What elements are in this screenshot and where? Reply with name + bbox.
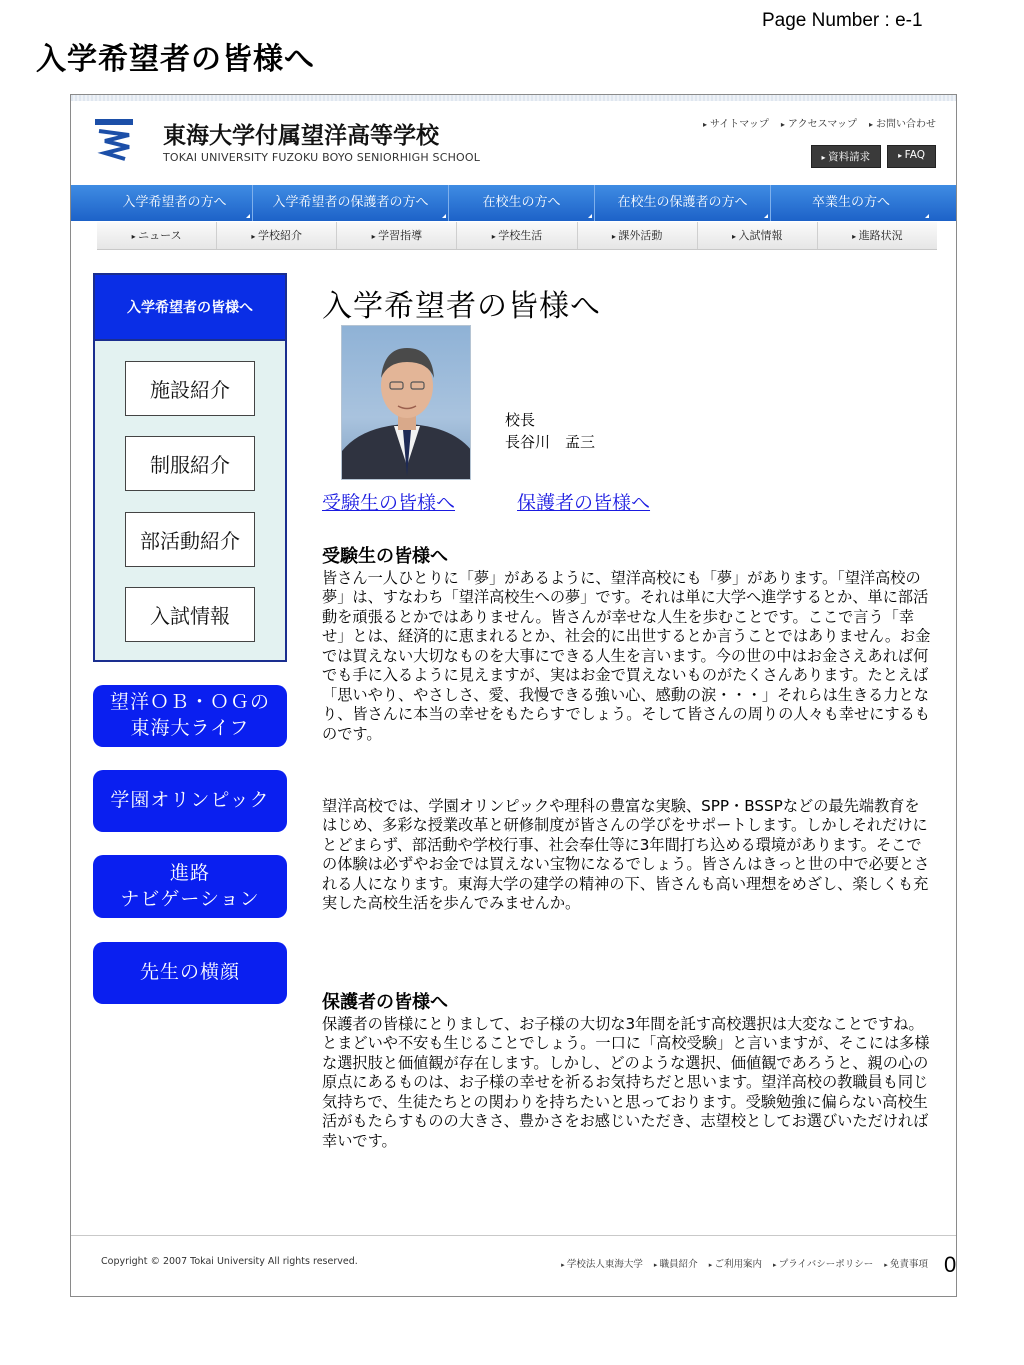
nav-current-students[interactable]: 在校生の方へ xyxy=(449,185,595,221)
contact-link[interactable]: ▸ お問い合わせ xyxy=(869,115,936,130)
nav-graduates[interactable]: 卒業生の方へ xyxy=(771,185,931,221)
principal-role: 校長 xyxy=(505,411,536,429)
parents-section-link[interactable]: 保護者の皆様へ xyxy=(517,492,651,514)
nav-prospective-parents[interactable]: 入学希望者の保護者の方へ xyxy=(253,185,449,221)
subnav-extracurricular[interactable]: ▸ 課外活動 xyxy=(578,222,698,249)
parents-body-paragraph: 保護者の皆様にとりまして、お子様の大切な3年間を託す高校選択は大変なことですね。とまどいや不安も生じることでしょう。一口に「高校受験」と言いますが、そこには多様な選択肢と価値観が存在します。しかし、どのような選択、価値観であろうと、親の心の原点にあるものは、お子様の幸せを祈るお気持ちだと思います。望洋高校の教職員も同じ気持ちで、生徒たちとの関わりを持ちたいと思っております。受験勉強に偏らない高校生活がもたらすものの大きさ、豊かさをお感じいただき、志望校としてお選びいただければ幸いです。 xyxy=(322,1015,930,1150)
career-nav-line1: 進路 xyxy=(169,861,210,884)
school-logo-icon xyxy=(95,119,133,163)
school-name[interactable]: 東海大学付属望洋高等学校 xyxy=(163,123,439,149)
subnav-school-intro[interactable]: ▸ 学校紹介 xyxy=(217,222,337,249)
footer-link-staff[interactable]: ▸ 職員紹介 xyxy=(654,1256,698,1270)
copyright-text: Copyright © 2007 Tokai University All rights reserved. xyxy=(101,1256,358,1267)
school-name-english: TOKAI UNIVERSITY FUZOKU BOYO SENIORHIGH SCHOOL xyxy=(163,151,481,164)
parents-heading: 保護者の皆様へ xyxy=(322,992,448,1013)
access-map-link[interactable]: ▸ アクセスマップ xyxy=(781,115,857,130)
section-links xyxy=(322,488,650,515)
header-buttons xyxy=(811,145,936,168)
subnav-career[interactable]: ▸ 進路状況 xyxy=(818,222,937,249)
school-olympics-button[interactable] xyxy=(93,770,287,832)
alumni-life-button[interactable] xyxy=(93,685,287,747)
teacher-profiles-label: 先生の横顔 xyxy=(139,961,240,984)
page-title: 入学希望者の皆様へ xyxy=(322,289,601,324)
principal-caption xyxy=(505,410,595,454)
career-nav-line2: ナビゲーション xyxy=(120,887,260,910)
sidebar-item-facilities[interactable]: 施設紹介 xyxy=(125,361,255,416)
slide-title: 入学希望者の皆様へ xyxy=(36,42,315,77)
alumni-life-line2: 東海大ライフ xyxy=(130,717,250,739)
subnav-news[interactable]: ▸ ニュース xyxy=(97,222,217,249)
page-number: Page Number : e-1 xyxy=(762,10,923,31)
sidebar-heading[interactable]: 入学希望者の皆様へ xyxy=(95,275,285,341)
utility-links xyxy=(703,115,936,130)
request-materials-button[interactable]: ▸ 資料請求 xyxy=(811,145,882,168)
sub-navigation xyxy=(97,222,937,250)
nav-prospective-students[interactable]: 入学希望者の方へ xyxy=(97,185,253,221)
sidebar-menu xyxy=(93,273,287,662)
school-olympics-label: 学園オリンピック xyxy=(110,789,270,812)
footer-link-tokai[interactable]: ▸ 学校法人東海大学 xyxy=(561,1256,643,1270)
principal-name: 長谷川 孟三 xyxy=(505,432,596,451)
footer-links xyxy=(561,1256,928,1270)
nav-current-parents[interactable]: 在校生の保護者の方へ xyxy=(595,185,771,221)
faq-button[interactable]: ▸ FAQ xyxy=(887,145,936,168)
footer-link-usage[interactable]: ▸ ご利用案内 xyxy=(709,1256,762,1270)
sitemap-link[interactable]: ▸ サイトマップ xyxy=(703,115,769,130)
footer-link-disclaimer[interactable]: ▸ 免責事項 xyxy=(884,1256,928,1270)
main-navigation xyxy=(71,185,956,221)
sidebar-item-clubs[interactable]: 部活動紹介 xyxy=(125,512,255,567)
website-screenshot-frame xyxy=(70,94,957,1297)
sidebar-item-uniforms[interactable]: 制服紹介 xyxy=(125,436,255,491)
subnav-study-guidance[interactable]: ▸ 学習指導 xyxy=(337,222,457,249)
students-body-paragraph-1: 皆さん一人ひとりに「夢」があるように、望洋高校にも「夢」があります。「望洋高校の夢」は、すなわち「望洋高校生への夢」です。それは単に大学へ進学するとか、単に部活動を頑張るとかではありません。皆さんが幸せな人生を歩むことです。ここで言う「幸せ」とは、経済的に恵まれるとか、社会的に出世するとか言うことではありません。お金では買えない大切なものを大事にできる人生を言います。今の世の中はお金さえあれば何でも手に入るように見えますが、実はお金で買えないものがたくさんあります。たとえば「思いやり、やさしさ、愛、我慢できる強い心、感動の涙・・・」それらは生きる力となり、皆さんに本当の幸せをもたらすでしょう。そして皆さんの周りの人々も幸せにするものです。 xyxy=(322,569,931,743)
career-navigation-button[interactable] xyxy=(93,855,287,918)
alumni-life-line1: 望洋ＯＢ・ＯＧの xyxy=(109,691,270,714)
slide-corner-number: 0 xyxy=(944,1252,957,1277)
footer-link-privacy[interactable]: ▸ プライバシーポリシー xyxy=(773,1256,873,1270)
sidebar-item-entrance-exam[interactable]: 入試情報 xyxy=(125,587,255,642)
students-body-paragraph-2: 望洋高校では、学園オリンピックや理科の豊富な実験、SPP・BSSPなどの最先端教育をはじめ、多彩な授業改革と研修制度が皆さんの学びをサポートします。しかしそれだけにとどまらず、部活動や学校行事、社会奉仕等に3年間打ち込める環境があります。そこでの体験は必ずやお金では買えない宝物になるでしょう。皆さんはきっと世の中で必要とされる人になります。東海大学の建学の精神の下、皆さんも高い理想をめざし、楽しくも充実した高校生活を歩んでみませんか。 xyxy=(322,797,930,913)
principal-photo xyxy=(341,325,471,480)
teacher-profiles-button[interactable] xyxy=(93,942,287,1004)
subnav-admissions[interactable]: ▸ 入試情報 xyxy=(698,222,818,249)
subnav-school-life[interactable]: ▸ 学校生活 xyxy=(457,222,577,249)
students-section-link[interactable]: 受験生の皆様へ xyxy=(322,492,456,514)
top-decoration xyxy=(71,95,956,101)
students-heading: 受験生の皆様へ xyxy=(322,546,448,567)
footer-divider xyxy=(71,1235,956,1236)
